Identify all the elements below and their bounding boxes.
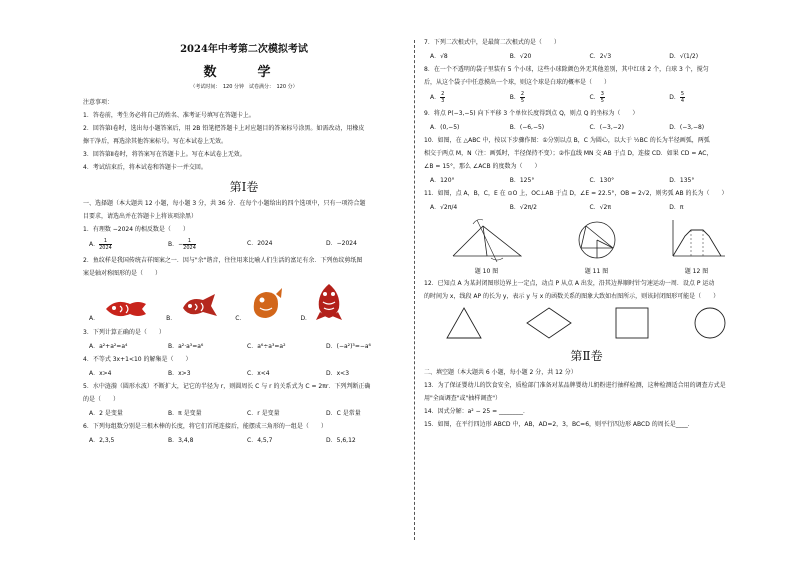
circle-chord-diagram	[572, 216, 622, 262]
exam-meta: （考试时间： 120 分钟 试卷满分： 120 分）	[190, 84, 298, 90]
option-b: B．√2π/2	[509, 204, 537, 211]
option-c: C．x<4	[247, 370, 270, 377]
option-c: C．r 是变量	[247, 410, 280, 417]
question-4: 4．不等式 3x+1<10 的解集是（ ）	[83, 356, 192, 363]
option-a: A．2 是变量	[89, 410, 123, 417]
fish-papercut-d	[314, 282, 344, 322]
part2-intro: 二、填空题（本大题共 6 小题，每小题 2 分，共 12 分）	[424, 369, 577, 376]
q6-options	[89, 435, 405, 444]
option-c: C．(−3,−2)	[589, 124, 624, 131]
fish-papercut-c	[248, 286, 284, 322]
option-c: C．130°	[589, 177, 615, 184]
option-a: A．a²+a²=a⁴	[89, 343, 128, 350]
figures-row	[424, 216, 749, 275]
part1-title: 第Ⅰ卷	[229, 180, 259, 194]
option-c: C．√2π	[589, 204, 611, 211]
option-b: B．(−6,−5)	[509, 124, 545, 131]
question-10: ∠B = 15°，那么 ∠ACB 的度数为（ ）	[424, 163, 541, 170]
figure-10-caption: 题 10 图	[474, 268, 499, 275]
right-column	[424, 38, 749, 433]
question-6: 6．下列每组数分别是三根木棒的长度，将它们首尾连接后，能摆成三角形的一组是（ ）	[83, 423, 327, 430]
option-a: A．120°	[430, 177, 455, 184]
option-c: C．2√3	[589, 53, 612, 60]
q2-fish-images: A． B． C． D．	[89, 282, 405, 322]
option-d: D．√(1/2)	[669, 53, 699, 60]
question-8: 后，从这个袋子中任意摸出一个球，则这个球是白球的概率是（ ）	[424, 79, 611, 86]
option-b: B．√20	[509, 53, 532, 60]
question-3: 3．下列计算正确的是（ ）	[83, 329, 165, 336]
question-12: 12．已知点 A 为某封闭图形边界上一定点，动点 P 从点 A 出发，沿其边界顺时针匀速运动一周．设点 P 运动	[424, 280, 715, 287]
option-d: D．x<3	[326, 370, 350, 377]
option-d: D．π	[669, 204, 684, 211]
question-5: 的是（ ）	[83, 396, 120, 403]
question-8: 8．在一个不透明的袋子里装有 5 个小球，这些小球除颜色外无其他差别，其中红球 2 个，白球 3 个，搅匀	[424, 66, 709, 73]
question-2: 2．鱼纹样是我国传统吉祥图案之一．因与"余"谐音，往往用来比喻人们生活的富足有余．下列鱼纹剪纸图	[83, 257, 363, 264]
question-13: 用"全面调查"或"抽样调查"）	[424, 395, 502, 402]
q1-options	[89, 238, 405, 251]
figure-12	[667, 216, 727, 275]
question-10: 10．如图，在 △ABC 中，按以下步骤作图：①分别以点 B，C 为圆心，以大于 ½BC 的长为半径画弧，两弧	[424, 137, 710, 144]
q9-options	[430, 122, 749, 131]
q7-options	[430, 51, 749, 60]
question-1: 1．有理数 −2024 的相反数是（ ）	[83, 226, 189, 233]
option-b: B． $\frac{2}{5}$	[509, 91, 525, 104]
option-d: D．(−3,−8)	[669, 124, 705, 131]
note-item: 4．考试结束后，将本试卷和答题卡一并交回。	[83, 164, 207, 171]
option-b: B．x>3	[168, 370, 191, 377]
option-a: A．√8	[430, 53, 448, 60]
question-9: 9．将点 P(−3,−5) 向下平移 3 个单位长度得到点 Q，则点 Q 的坐标为（ ）	[424, 110, 639, 117]
option-d: D．(−a²)³=−a⁶	[326, 343, 371, 350]
triangle-construction-diagram	[447, 216, 527, 262]
circle-shape	[691, 305, 729, 341]
option-d: D．C 是常量	[326, 410, 361, 417]
subject-title: 数 学	[203, 65, 285, 80]
part1-intro: 目要求，请选出并在答题卡上将该项涂黑）	[83, 213, 198, 220]
question-7: 7．下列二次根式中，是最简二次根式的是（ ）	[424, 39, 560, 46]
question-14: 14．因式分解：a² − 25 = ________．	[424, 408, 530, 415]
question-13: 13．为了保证婴幼儿的饮食安全，质检部门准备对某品牌婴幼儿奶粉进行抽样检测，这种检测适合用的调查方式是	[424, 382, 726, 389]
question-2: 案是轴对称图形的是（ ）	[83, 270, 162, 277]
option-c: C． $\frac{3}{5}$	[589, 91, 604, 104]
note-item: 2．回答第Ⅰ卷时，选出每小题答案后，用 2B 铅笔把答题卡上对应题目的答案标号涂黑。如需改动，用橡皮	[83, 125, 365, 132]
square-shape	[613, 305, 651, 341]
q3-options	[89, 341, 405, 350]
left-column	[83, 34, 405, 449]
option-a: A． $\frac{2}{3}$	[430, 91, 445, 104]
option-d: D． $\frac{5}{4}$	[669, 91, 685, 104]
q11-options	[430, 202, 749, 211]
q5-options	[89, 408, 405, 417]
option-d: D．135°	[669, 177, 695, 184]
figure-11-caption: 题 11 图	[584, 268, 609, 275]
fish-papercut-a	[102, 296, 150, 322]
option-b: B．a²·a³=a⁶	[168, 343, 204, 350]
notes-heading: 注意事项：	[83, 99, 114, 106]
figure-11	[572, 216, 622, 275]
rhombus-shape	[524, 305, 574, 341]
option-a: A．√2π/4	[430, 204, 458, 211]
function-graph-diagram	[667, 216, 727, 262]
option-c: C．2024	[247, 240, 273, 247]
q4-options	[89, 368, 405, 377]
q12-shape-options	[424, 305, 749, 341]
option-a: A． $\frac{1}{2024}$	[89, 238, 112, 251]
note-item: 3．回答第Ⅱ卷时，将答案写在答题卡上。写在本试卷上无效。	[83, 151, 246, 158]
figure-12-caption: 题 12 图	[684, 268, 709, 275]
note-item: 擦干净后，再选涂其他答案标号。写在本试卷上无效。	[83, 138, 228, 145]
part1-intro: 一、选择题（本大题共 12 小题，每小题 3 分，共 36 分．在每个小题给出的四个选项中，只有一项符合题	[83, 200, 366, 207]
option-b: B．3,4,8	[168, 437, 194, 444]
option-d: D．−2024	[326, 240, 357, 247]
option-a: A．(0,−5)	[430, 124, 460, 131]
option-b: B．125°	[509, 177, 535, 184]
option-b: B．π 是变量	[168, 410, 202, 417]
option-b: B．− $\frac{1}{2024}$	[168, 238, 196, 251]
question-10: 相交于两点 M，N（注：画弧时，半径保持不变）；②作直线 MN 交 AB 于点 D，连接 CD．如果 CD = AC，	[424, 150, 713, 157]
exam-title: 2024年中考第二次模拟考试	[180, 44, 308, 55]
option-c: C．a⁶÷a³=a²	[247, 343, 286, 350]
option-a: A．2,3,5	[89, 437, 115, 444]
triangle-shape	[444, 305, 484, 341]
note-item: 1．答卷前，考生务必将自己的姓名、准考证号填写在答题卡上。	[83, 112, 255, 119]
question-12: 的时间为 x，线段 AP 的长为 y，表示 y 与 x 的函数关系的图象大致如右图所示，则该封闭图形可能是（ ）	[424, 293, 720, 300]
question-5: 5．水中涟漪（圆形水波）不断扩大，记它的半径为 r，则圆周长 C 与 r 的关系式为 C = 2πr．下列判断正确	[83, 383, 371, 390]
question-11: 11．如图，点 A，B，C，E 在 ⊙O 上，OC⊥AB 于点 D，∠E = 22.5°，OB = 2√2，则劣弧 AB 的长为（ ）	[424, 190, 728, 197]
fish-papercut-b	[179, 292, 219, 322]
figure-10	[447, 216, 527, 275]
q8-options	[430, 91, 749, 104]
option-a: A．x>4	[89, 370, 112, 377]
option-c: C．4,5,7	[247, 437, 273, 444]
q10-options	[430, 175, 749, 184]
question-15: 15．如图，在平行四边形 ABCD 中，AB，AD=2，3，BC=6，则平行四边形 ABCD 的周长是____．	[424, 421, 694, 428]
option-d: D．5,6,12	[326, 437, 356, 444]
column-divider	[414, 40, 415, 540]
part2-title: 第Ⅱ卷	[570, 349, 603, 363]
